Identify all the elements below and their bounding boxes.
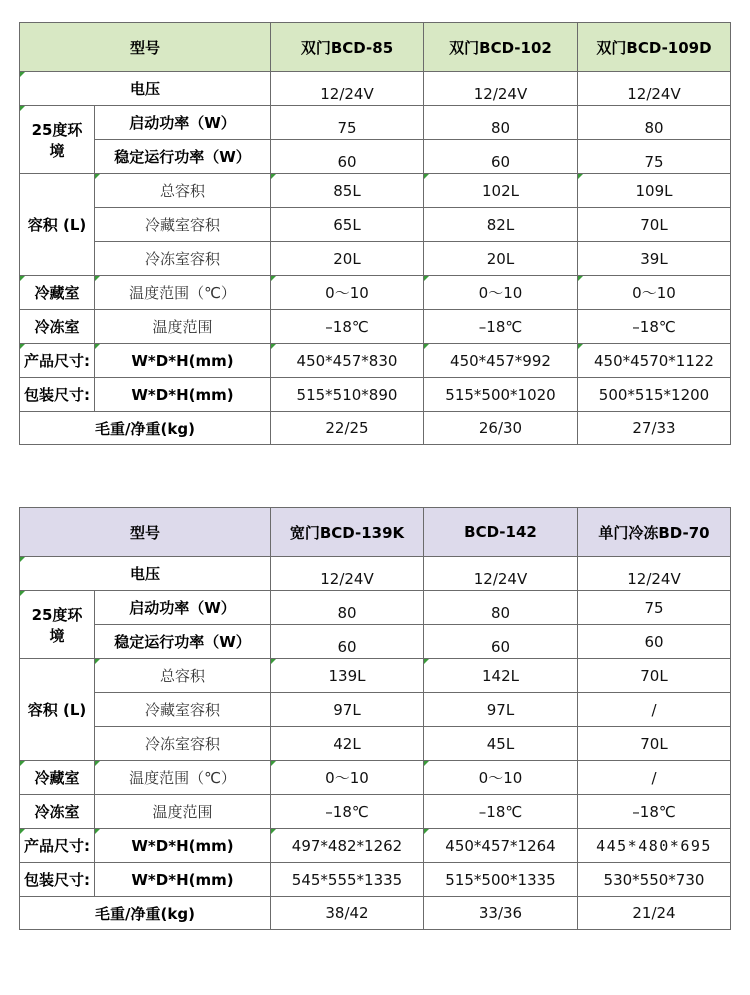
voltage-value: 12/24V	[271, 557, 424, 591]
freezer-volume-value: 45L	[424, 727, 578, 761]
spec-table-2	[19, 507, 731, 930]
stable-power-label: 稳定运行功率（W）	[95, 140, 271, 174]
product-size-value: 450*457*1264	[424, 829, 578, 863]
weight-value: 33/36	[424, 897, 578, 930]
model-name: 双门BCD-109D	[578, 23, 731, 72]
model-name: BCD-142	[424, 508, 578, 557]
product-size-value: 450*4570*1122	[578, 344, 731, 378]
freezer-volume-value: 42L	[271, 727, 424, 761]
fridge-volume-label: 冷藏室容积	[95, 693, 271, 727]
freezer-volume-value: 39L	[578, 242, 731, 276]
fridge-temp-label: 温度范围（℃）	[95, 276, 271, 310]
model-name: 宽门BCD-139K	[271, 508, 424, 557]
total-volume-value: 109L	[578, 174, 731, 208]
fridge-volume-value: 70L	[578, 208, 731, 242]
product-size-value: 450*457*830	[271, 344, 424, 378]
fridge-volume-label: 冷藏室容积	[95, 208, 271, 242]
package-size-unit: W*D*H(mm)	[95, 863, 271, 897]
start-power-value: 75	[271, 106, 424, 140]
product-size-unit: W*D*H(mm)	[95, 829, 271, 863]
fridge-volume-value: 65L	[271, 208, 424, 242]
stable-power-value: 60	[578, 625, 731, 659]
fridge-volume-value: 82L	[424, 208, 578, 242]
freezer-temp-value: –18℃	[578, 795, 731, 829]
freezer-temp-value: –18℃	[271, 310, 424, 344]
product-size-value: 445*480*695	[578, 829, 731, 863]
total-volume-label: 总容积	[95, 659, 271, 693]
fridge-volume-value: /	[578, 693, 731, 727]
stable-power-value: 60	[271, 140, 424, 174]
total-volume-value: 142L	[424, 659, 578, 693]
weight-value: 38/42	[271, 897, 424, 930]
product-size-value: 497*482*1262	[271, 829, 424, 863]
stable-power-value: 60	[271, 625, 424, 659]
start-power-value: 80	[271, 591, 424, 625]
stable-power-value: 60	[424, 140, 578, 174]
weight-value: 26/30	[424, 412, 578, 445]
freezer-temp-value: –18℃	[578, 310, 731, 344]
product-size-value: 450*457*992	[424, 344, 578, 378]
fridge-temp-value: 0～10	[578, 276, 731, 310]
weight-label: 毛重/净重(kg)	[20, 897, 271, 930]
model-name: 单门冷冻BD-70	[578, 508, 731, 557]
fridge-temp-value: 0～10	[271, 761, 424, 795]
voltage-value: 12/24V	[424, 72, 578, 106]
fridge-room-label: 冷藏室	[20, 276, 95, 310]
model-header-label: 型号	[20, 508, 271, 557]
package-size-value: 515*500*1335	[424, 863, 578, 897]
freezer-volume-value: 20L	[424, 242, 578, 276]
freezer-temp-value: –18℃	[424, 310, 578, 344]
voltage-value: 12/24V	[578, 557, 731, 591]
freezer-volume-value: 20L	[271, 242, 424, 276]
volume-label: 容积 (L)	[20, 659, 95, 761]
env-label: 25度环 境	[20, 106, 95, 174]
weight-value: 22/25	[271, 412, 424, 445]
model-name: 双门BCD-85	[271, 23, 424, 72]
weight-value: 27/33	[578, 412, 731, 445]
voltage-label: 电压	[20, 557, 271, 591]
start-power-label: 启动功率（W）	[95, 591, 271, 625]
product-size-label: 产品尺寸:	[20, 344, 95, 378]
fridge-room-label: 冷藏室	[20, 761, 95, 795]
voltage-value: 12/24V	[578, 72, 731, 106]
voltage-label: 电压	[20, 72, 271, 106]
start-power-value: 80	[578, 106, 731, 140]
package-size-value: 545*555*1335	[271, 863, 424, 897]
stable-power-value: 75	[578, 140, 731, 174]
freezer-room-label: 冷冻室	[20, 795, 95, 829]
fridge-temp-label: 温度范围（℃）	[95, 761, 271, 795]
fridge-temp-value: 0～10	[424, 761, 578, 795]
start-power-label: 启动功率（W）	[95, 106, 271, 140]
weight-label: 毛重/净重(kg)	[20, 412, 271, 445]
fridge-temp-value: 0～10	[424, 276, 578, 310]
package-size-value: 515*500*1020	[424, 378, 578, 412]
voltage-value: 12/24V	[271, 72, 424, 106]
fridge-volume-value: 97L	[424, 693, 578, 727]
weight-value: 21/24	[578, 897, 731, 930]
product-size-unit: W*D*H(mm)	[95, 344, 271, 378]
freezer-volume-label: 冷冻室容积	[95, 242, 271, 276]
env-label: 25度环 境	[20, 591, 95, 659]
stable-power-value: 60	[424, 625, 578, 659]
freezer-volume-label: 冷冻室容积	[95, 727, 271, 761]
start-power-value: 80	[424, 591, 578, 625]
fridge-volume-value: 97L	[271, 693, 424, 727]
package-size-label: 包装尺寸:	[20, 378, 95, 412]
total-volume-value: 85L	[271, 174, 424, 208]
package-size-value: 515*510*890	[271, 378, 424, 412]
freezer-temp-label: 温度范围	[95, 310, 271, 344]
stable-power-label: 稳定运行功率（W）	[95, 625, 271, 659]
total-volume-value: 70L	[578, 659, 731, 693]
package-size-unit: W*D*H(mm)	[95, 378, 271, 412]
freezer-temp-value: –18℃	[271, 795, 424, 829]
start-power-value: 75	[578, 591, 731, 625]
voltage-value: 12/24V	[424, 557, 578, 591]
spec-table-1	[19, 22, 731, 445]
product-size-label: 产品尺寸:	[20, 829, 95, 863]
volume-label: 容积 (L)	[20, 174, 95, 276]
package-size-label: 包装尺寸:	[20, 863, 95, 897]
total-volume-label: 总容积	[95, 174, 271, 208]
model-name: 双门BCD-102	[424, 23, 578, 72]
freezer-temp-value: –18℃	[424, 795, 578, 829]
package-size-value: 530*550*730	[578, 863, 731, 897]
freezer-room-label: 冷冻室	[20, 310, 95, 344]
start-power-value: 80	[424, 106, 578, 140]
total-volume-value: 102L	[424, 174, 578, 208]
total-volume-value: 139L	[271, 659, 424, 693]
model-header-label: 型号	[20, 23, 271, 72]
freezer-temp-label: 温度范围	[95, 795, 271, 829]
fridge-temp-value: /	[578, 761, 731, 795]
fridge-temp-value: 0～10	[271, 276, 424, 310]
package-size-value: 500*515*1200	[578, 378, 731, 412]
freezer-volume-value: 70L	[578, 727, 731, 761]
